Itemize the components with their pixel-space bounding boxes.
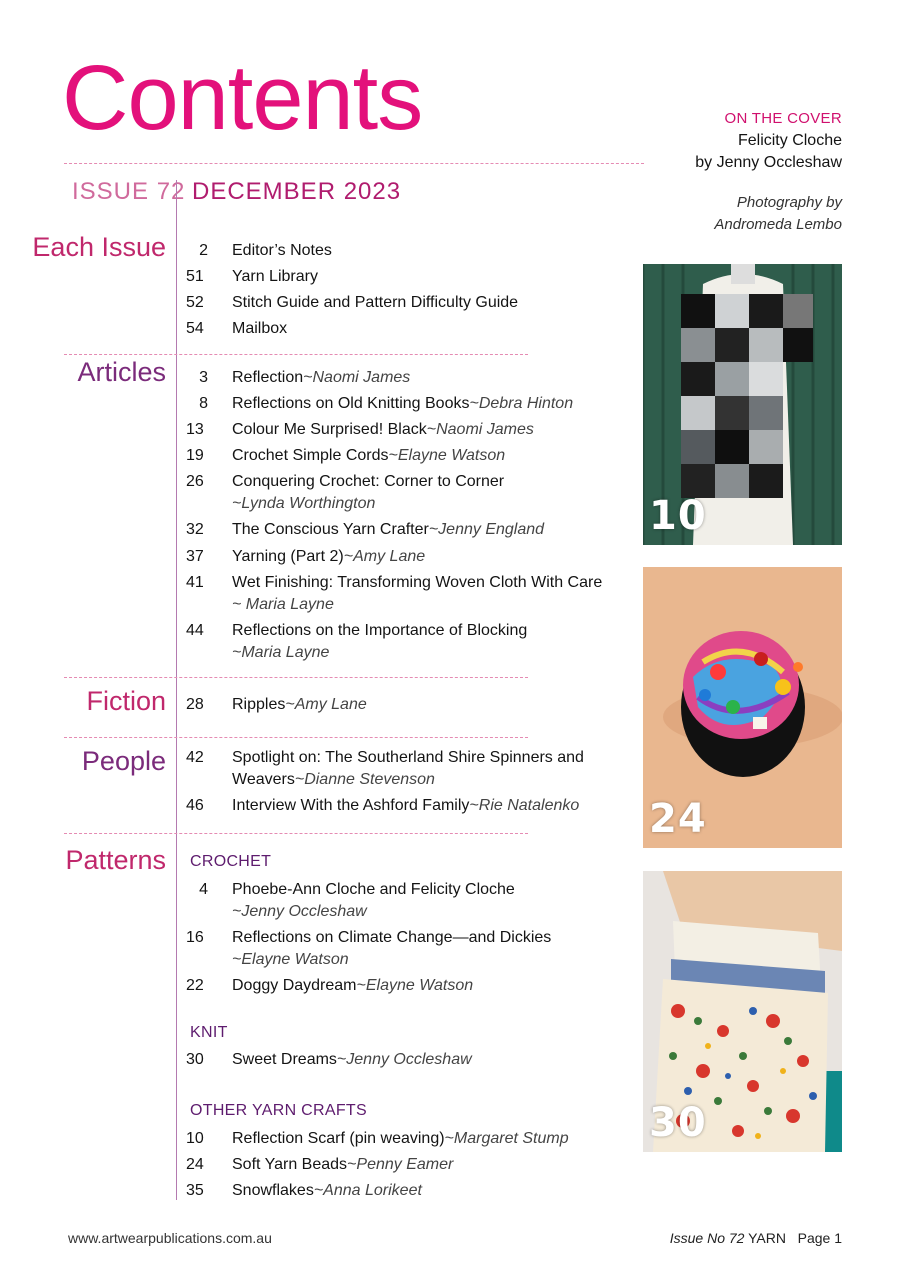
section-divider [64, 737, 528, 738]
footer-issue-info [670, 1230, 842, 1246]
cover-label: ON THE COVER [724, 110, 842, 127]
entry-title: Crochet Simple Cords [232, 447, 389, 464]
entry-author: ~Elayne Watson [356, 977, 474, 994]
page-number: 4 [199, 881, 208, 898]
page-number: 41 [186, 574, 204, 591]
page-number: 32 [186, 521, 204, 538]
section-divider [64, 354, 528, 355]
subheading-crochet: CROCHET [190, 853, 272, 870]
issue-line [72, 178, 402, 206]
entry-author: ~Amy Lane [285, 696, 367, 713]
page-number: 8 [199, 395, 208, 412]
entry-title: Stitch Guide and Pattern Difficulty Guide [232, 294, 519, 311]
thumbnail-page-number: 10 [649, 493, 707, 539]
issue-date: DECEMBER 2023 [192, 178, 402, 205]
issue-number: ISSUE 72 [72, 178, 186, 205]
entry-author: ~Elayne Watson [232, 951, 349, 968]
entry-author: ~Maria Layne [232, 644, 330, 661]
entry-title: Reflections on Climate Change—and Dickies [232, 929, 552, 946]
footer-issue: Issue No 72 [669, 1230, 745, 1246]
entry-title: Soft Yarn Beads [232, 1156, 348, 1173]
entry-title: Colour Me Surprised! Black [232, 421, 427, 438]
photo-credit-2: Andromeda Lembo [714, 216, 842, 233]
entry-author: ~Debra Hinton [469, 395, 574, 412]
page-number: 16 [186, 929, 204, 946]
entry-author: ~Jenny Occleshaw [232, 903, 367, 920]
page-number: 3 [199, 369, 208, 386]
section-people: People [81, 746, 166, 776]
page-number: 30 [186, 1051, 204, 1068]
page-number: 35 [186, 1182, 204, 1199]
entry-title: Reflection Scarf (pin weaving) [232, 1130, 445, 1147]
page-number: 22 [186, 977, 204, 994]
entry-title: Yarning (Part 2) [232, 548, 344, 565]
entry-title: Snowflakes [232, 1182, 314, 1199]
entry-title: Editor’s Notes [232, 242, 332, 259]
page-number: 37 [186, 548, 204, 565]
entry-title: Yarn Library [232, 268, 318, 285]
page-number: 13 [186, 421, 204, 438]
page-number: 42 [186, 749, 204, 766]
column-divider [176, 180, 177, 1200]
page-title: Contents [62, 47, 423, 149]
entry-author: ~Naomi James [426, 421, 534, 438]
section-articles: Articles [77, 357, 166, 387]
page-number: 46 [186, 797, 204, 814]
entry-title: Wet Finishing: Transforming Woven Cloth With Care [232, 574, 603, 591]
entry-author: ~Jenny Occleshaw [336, 1051, 472, 1068]
title-divider [64, 163, 644, 164]
footer-magazine: YARN [748, 1230, 786, 1246]
thumbnail-scarf[interactable] [643, 264, 842, 545]
section-fiction: Fiction [86, 686, 166, 716]
entry-title: Reflections on the Importance of Blocking [232, 622, 528, 639]
footer-page-number: Page 1 [797, 1230, 842, 1246]
entry-author: ~Penny Eamer [347, 1156, 454, 1173]
entry-title: Reflection [232, 369, 304, 386]
entry-title: Sweet Dreams [232, 1051, 337, 1068]
cover-title: Felicity Cloche [737, 132, 842, 149]
section-divider [64, 833, 528, 834]
thumbnail-page-number: 24 [649, 796, 707, 842]
entry-title: Reflections on Old Knitting Books [232, 395, 470, 412]
section-patterns: Patterns [65, 845, 166, 875]
page-number: 44 [186, 622, 204, 639]
page-number: 52 [186, 294, 204, 311]
entry-title: The Conscious Yarn Crafter [232, 521, 429, 538]
entry-author: ~Dianne Stevenson [294, 771, 435, 788]
entry-author: ~ Maria Layne [232, 596, 334, 613]
subheading-knit: KNIT [190, 1024, 228, 1041]
entry-author: ~Naomi James [303, 369, 411, 386]
cover-info [695, 108, 842, 236]
entry-author: ~Elayne Watson [388, 447, 506, 464]
entry-title: Mailbox [232, 320, 288, 337]
entry-title: Conquering Crochet: Corner to Corner [232, 473, 505, 490]
entry-author: ~Lynda Worthington [232, 495, 376, 512]
entry-title: Ripples [232, 696, 286, 713]
entry-author: ~Jenny England [428, 521, 545, 538]
entry-author: ~Anna Lorikeet [313, 1182, 422, 1199]
page-number: 51 [186, 268, 204, 285]
thumbnail-floral-bag[interactable] [643, 871, 842, 1152]
section-divider [64, 677, 528, 678]
section-each-issue: Each Issue [32, 232, 166, 262]
photo-credit-1: Photography by [736, 194, 842, 211]
entry-title: Doggy Daydream [232, 977, 357, 994]
entry-author: ~Amy Lane [343, 548, 426, 565]
entry-title: Spotlight on: The Southerland Shire Spinners and Weavers [232, 749, 584, 788]
page-number: 24 [186, 1156, 204, 1173]
entry-author: ~Margaret Stump [444, 1130, 569, 1147]
cover-byline: by Jenny Occleshaw [695, 154, 842, 171]
entry-author: ~Rie Natalenko [469, 797, 580, 814]
page-number: 2 [199, 242, 208, 259]
footer-url[interactable]: www.artwearpublications.com.au [68, 1230, 272, 1246]
page-number: 28 [186, 696, 204, 713]
subheading-other-crafts: OTHER YARN CRAFTS [190, 1102, 367, 1119]
thumbnail-page-number: 30 [649, 1100, 707, 1146]
entry-title: Interview With the Ashford Family [232, 797, 470, 814]
entry-title: Phoebe-Ann Cloche and Felicity Cloche [232, 881, 515, 898]
page-number: 54 [186, 320, 204, 337]
page-number: 26 [186, 473, 204, 490]
page-number: 10 [186, 1130, 204, 1147]
thumbnail-yarn-bead[interactable] [643, 567, 842, 848]
page-number: 19 [186, 447, 204, 464]
